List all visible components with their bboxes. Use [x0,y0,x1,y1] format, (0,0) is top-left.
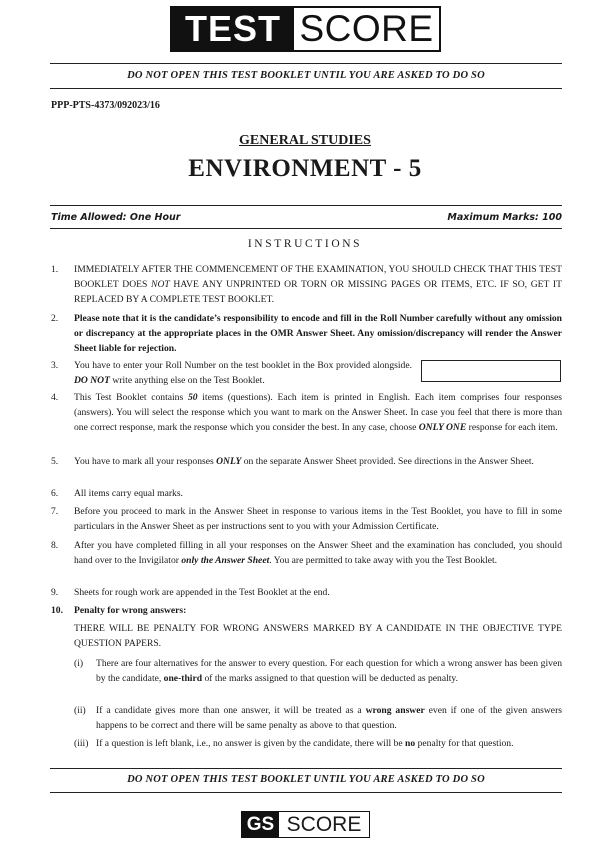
text-part: IMMEDIATELY AFTER THE COMMENCEMENT OF THE EXAMINATION, YOU SHOULD CHECK THAT THIS TEST BOOKLET DOES [74,264,562,290]
logo-score-text: SCORE [286,812,362,836]
item-number: 9. [51,587,59,598]
text-emphasis: ONLY ONE [418,422,467,433]
top-divider-2 [50,88,562,89]
text-emphasis: one-third [163,673,203,684]
subject-heading: GENERAL STUDIES [239,133,371,148]
sub-number: (iii) [74,738,89,749]
text-emphasis: NOT [151,279,170,290]
text-part: penalty for that question. [415,738,514,749]
text-part: You have to mark all your responses [74,456,217,467]
text-part: There are four alternatives for the answer to every question. For each question for which a wrong answer has been given by the candidate, [96,658,562,684]
instruction-text: Sheets for rough work are appended in the Test Booklet at the end. [74,587,330,598]
text-part: HAVE ANY UNPRINTED OR TORN OR MISSING PAGES OR ITEMS, ETC. IF SO, GET IT REPLACED BY A COMPLETE TEST BOOKLET. [74,279,562,305]
testscore-logo [170,6,441,52]
bottom-divider [50,768,562,769]
text-emphasis: wrong answer [365,705,425,716]
item-number: 1. [51,264,59,275]
instruction-text: All items carry equal marks. [74,488,183,499]
text-part: If a question is left blank, i.e., no answer is given by the candidate, there will be [96,738,406,749]
sub-number: (ii) [74,705,86,716]
meta-divider-bottom [50,228,562,229]
text-part: write anything else on the Test Booklet. [109,375,265,386]
maximum-marks: Maximum Marks: 100 [447,212,562,223]
item-number: 7. [51,506,59,517]
text-part: You have to enter your Roll Number on the test booklet in the Box provided alongside. [74,360,412,371]
instruction-text: Penalty for wrong answers: [74,605,187,616]
text-emphasis: DO NOT [74,375,110,386]
penalty-text: THERE WILL BE PENALTY FOR WRONG ANSWERS MARKED BY A CANDIDATE IN THE OBJECTIVE TYPE QUESTION PAPERS. [74,623,562,649]
sub-number: (i) [74,658,84,669]
logo-test-text: TEST [172,8,294,50]
text-emphasis: only the Answer Sheet [181,555,270,566]
text-part: even if one of the given answers happens to be correct and there will be same penalty as above to that question. [96,705,562,731]
meta-row [51,212,562,223]
instructions-heading: INSTRUCTIONS [247,238,363,250]
text-emphasis: no [405,738,416,749]
item-number: 5. [51,456,59,467]
text-part: of the marks assigned to that question will be deducted as penalty. [202,673,458,684]
booklet-code: PPP-PTS-4373/092023/16 [51,100,160,111]
bottom-divider-2 [50,792,562,793]
item-number: 6. [51,488,59,499]
text-part: . You are permitted to take away with you the Test Booklet. [269,555,498,566]
instruction-text: Please note that it is the candidate’s responsibility to encode and fill in the Roll Number carefully without any omission or discrepancy at the appropriate places in the OMR Answer Sheet. Any omission/discrepancy will render the Answer Sheet liable for rejection. [74,313,562,354]
item-number: 4. [51,392,59,403]
roll-number-box[interactable] [421,360,561,382]
gsscore-logo [241,811,370,838]
test-title: ENVIRONMENT - 5 [188,155,422,182]
item-number: 8. [51,540,59,551]
text-part: After you have completed filling in all your responses on the Answer Sheet and the examination has concluded, you should hand over to the Invigilator [74,540,562,566]
item-number: 10. [51,605,63,616]
time-allowed: Time Allowed: One Hour [51,212,181,223]
bottom-warning: DO NOT OPEN THIS TEST BOOKLET UNTIL YOU ARE ASKED TO DO SO [127,774,485,785]
item-number: 2. [51,313,59,324]
top-divider [50,63,562,64]
top-warning: DO NOT OPEN THIS TEST BOOKLET UNTIL YOU ARE ASKED TO DO SO [127,70,485,81]
text-part: items (questions). Each item is printed in English. Each item comprises four responses (answers). You will select the response which you want to mark on the Answer Sheet. In case you feel that there is more than one correct response, mark the response which you consider the best. In any case, choose [74,392,562,433]
logo-score-text: SCORE [294,8,439,50]
logo-gs-text: GS [242,812,279,837]
text-part: This Test Booklet contains [74,392,188,403]
text-part: response for each item. [466,422,558,433]
meta-divider-top [50,205,562,206]
text-part: on the separate Answer Sheet provided. See directions in the Answer Sheet. [241,456,534,467]
instruction-text: Before you proceed to mark in the Answer Sheet in response to various items in the Test Booklet, you have to fill in some particulars in the Answer Sheet as per instructions sent to you with your Admission Certificate. [74,506,562,532]
text-part: If a candidate gives more than one answer, it will be treated as a [96,705,366,716]
text-emphasis: 50 [187,392,198,403]
text-emphasis: ONLY [216,456,242,467]
item-number: 3. [51,360,59,371]
